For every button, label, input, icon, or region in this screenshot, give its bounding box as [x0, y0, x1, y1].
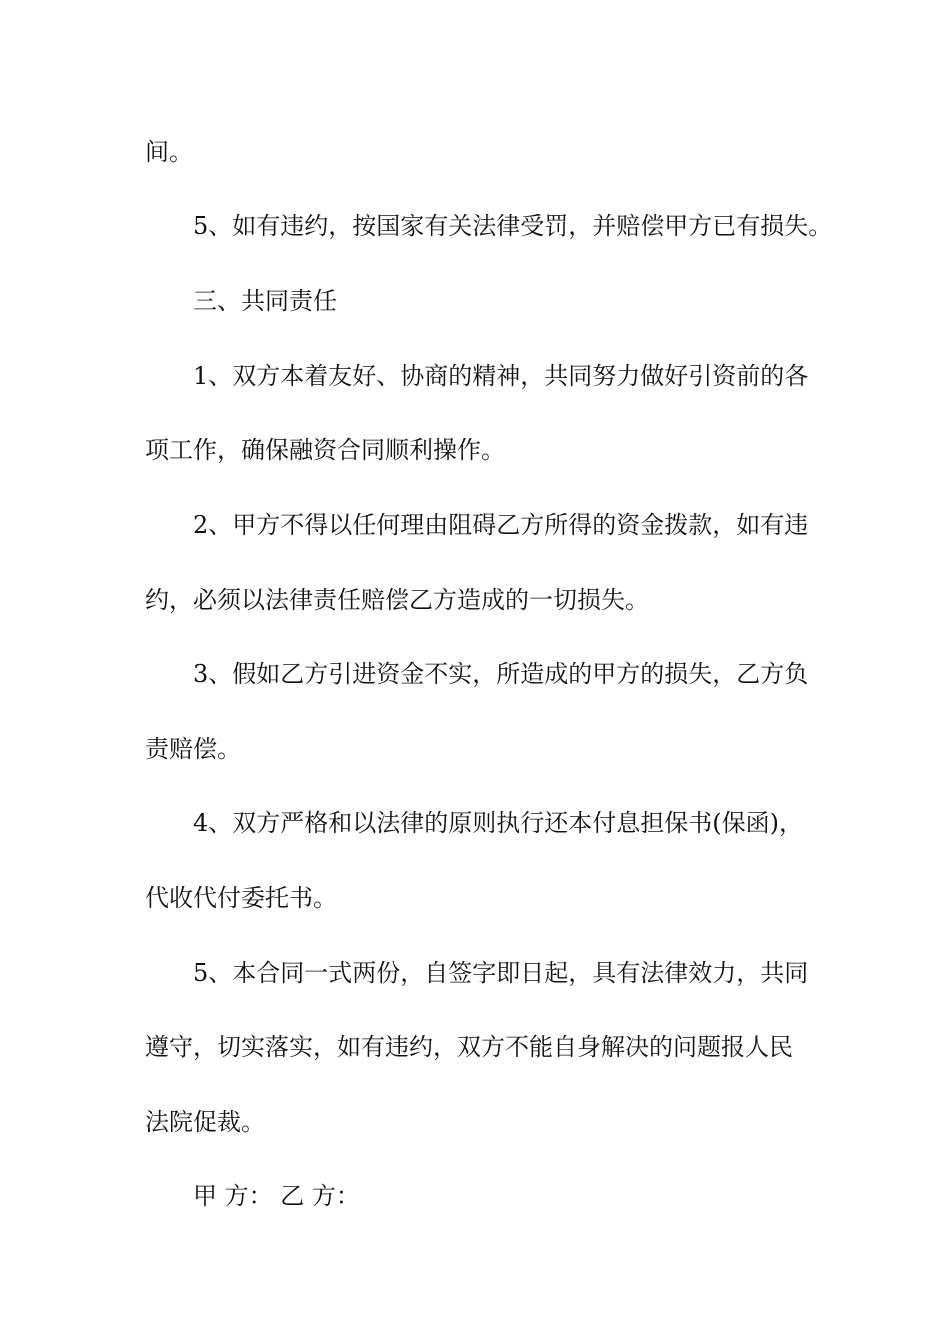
text-line-9: 责赔偿。 — [145, 735, 241, 763]
text-line-7: 约，必须以法律责任赔偿乙方造成的一切损失。 — [145, 586, 649, 614]
text-line-5: 项工作，确保融资合同顺利操作。 — [145, 436, 505, 464]
text-line-2: 5、如有违约，按国家有关法律受罚，并赔偿甲方已有损失。 — [193, 212, 833, 240]
text-line-12: 5、本合同一式两份，自签字即日起，具有法律效力，共同 — [193, 959, 809, 987]
signature-line: 甲 方： 乙 方： — [193, 1182, 360, 1210]
text-line-8: 3、假如乙方引进资金不实，所造成的甲方的损失，乙方负 — [193, 660, 809, 688]
text-line-13: 遵守，切实落实，如有违约，双方不能自身解决的问题报人民 — [145, 1033, 793, 1061]
text-line-6: 2、甲方不得以任何理由阻碍乙方所得的资金拨款，如有违 — [193, 511, 809, 539]
text-line-1: 间。 — [145, 138, 193, 166]
text-line-14: 法院促裁。 — [145, 1108, 265, 1136]
text-line-11: 代收代付委托书。 — [145, 884, 337, 912]
text-line-10: 4、双方严格和以法律的原则执行还本付息担保书(保函)， — [193, 809, 803, 837]
section-heading-joint-responsibility: 三、共同责任 — [193, 287, 337, 315]
text-line-4: 1、双方本着友好、协商的精神，共同努力做好引资前的各 — [193, 362, 809, 390]
